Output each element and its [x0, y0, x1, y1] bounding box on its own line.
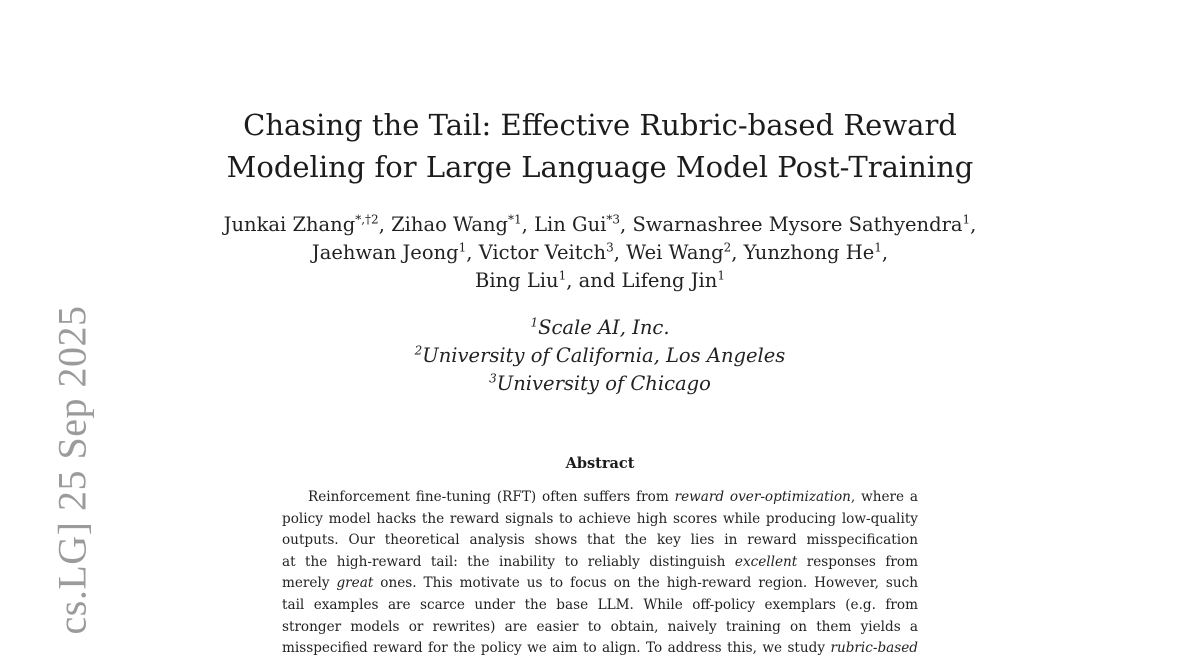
title-line-2: Modeling for Large Language Model Post-Training: [226, 150, 974, 184]
author: Lin Gui$^{*3}$,: [534, 212, 633, 236]
author: Bing Liu$^1$, and: [475, 268, 622, 292]
abstract-line: [282, 552, 918, 574]
abstract-line: [282, 509, 918, 531]
author: Zihao Wang$^{*1}$,: [391, 212, 535, 236]
abstract-text: misspecified reward for the policy we aim to align. To address this, we study: [282, 640, 831, 657]
abstract-text: Reinforcement fine-tuning (RFT) often suffers from: [308, 489, 675, 505]
author: Wei Wang$^2$,: [626, 240, 744, 264]
abstract-text: , where a: [850, 489, 918, 505]
abstract-text: stronger models or rewrites) are easier to obtain, naively training on them yields a: [282, 618, 918, 635]
abstract-text: outputs. Our theoretical analysis shows that the key lies in reward misspecification: [282, 532, 918, 549]
abstract-heading: Abstract: [565, 455, 635, 472]
author: Yunzhong He$^1$,: [743, 240, 889, 264]
abstract-emphasis: reward over-optimization: [674, 489, 851, 505]
abstract-emphasis: excellent: [734, 553, 798, 570]
paper-title: [200, 104, 1000, 188]
abstract-text: merely: [282, 575, 337, 592]
abstract-text: policy model hacks the reward signals to achieve high scores while producing low-quality: [282, 510, 918, 527]
abstract-line: [282, 617, 918, 639]
affiliation: $^2$University of California, Los Angeles: [414, 343, 786, 367]
abstract-text: ones. This motivate us to focus on the high-reward region. However, such: [373, 575, 919, 592]
affiliation-list: [200, 314, 1000, 398]
author: Lifeng Jin$^1$: [621, 268, 725, 292]
abstract-text: at the high-reward tail: the inability to reliably distinguish: [282, 553, 735, 570]
abstract-line: [282, 638, 918, 660]
arxiv-side-stamp: cs.LG] 25 Sep 2025: [49, 305, 95, 635]
abstract-line: [282, 595, 918, 617]
author: Victor Veitch$^3$,: [478, 240, 627, 264]
title-line-1: Chasing the Tail: Effective Rubric-based Reward: [243, 108, 957, 142]
abstract-emphasis: rubric-based: [830, 640, 918, 657]
abstract-line: [282, 573, 918, 595]
affiliation: $^3$University of Chicago: [489, 371, 711, 395]
author-group-line-1: [224, 213, 977, 292]
author: Jaehwan Jeong$^1$,: [311, 240, 479, 264]
author-list: [200, 211, 1000, 295]
author: Swarnashree Mysore Sathyendra$^1$,: [632, 212, 977, 236]
abstract-emphasis: great: [336, 575, 374, 592]
affiliation: $^1$Scale AI, Inc.: [530, 315, 670, 339]
abstract-text: tail examples are scarce under the base LLM. While off-policy exemplars (e.g. from: [282, 596, 918, 613]
abstract-line: [282, 530, 918, 552]
abstract-line: [282, 487, 918, 509]
abstract-body: [282, 487, 918, 660]
author: Junkai Zhang$^{*,\dagger 2}$,: [223, 212, 392, 236]
abstract-text: responses from: [797, 553, 918, 570]
